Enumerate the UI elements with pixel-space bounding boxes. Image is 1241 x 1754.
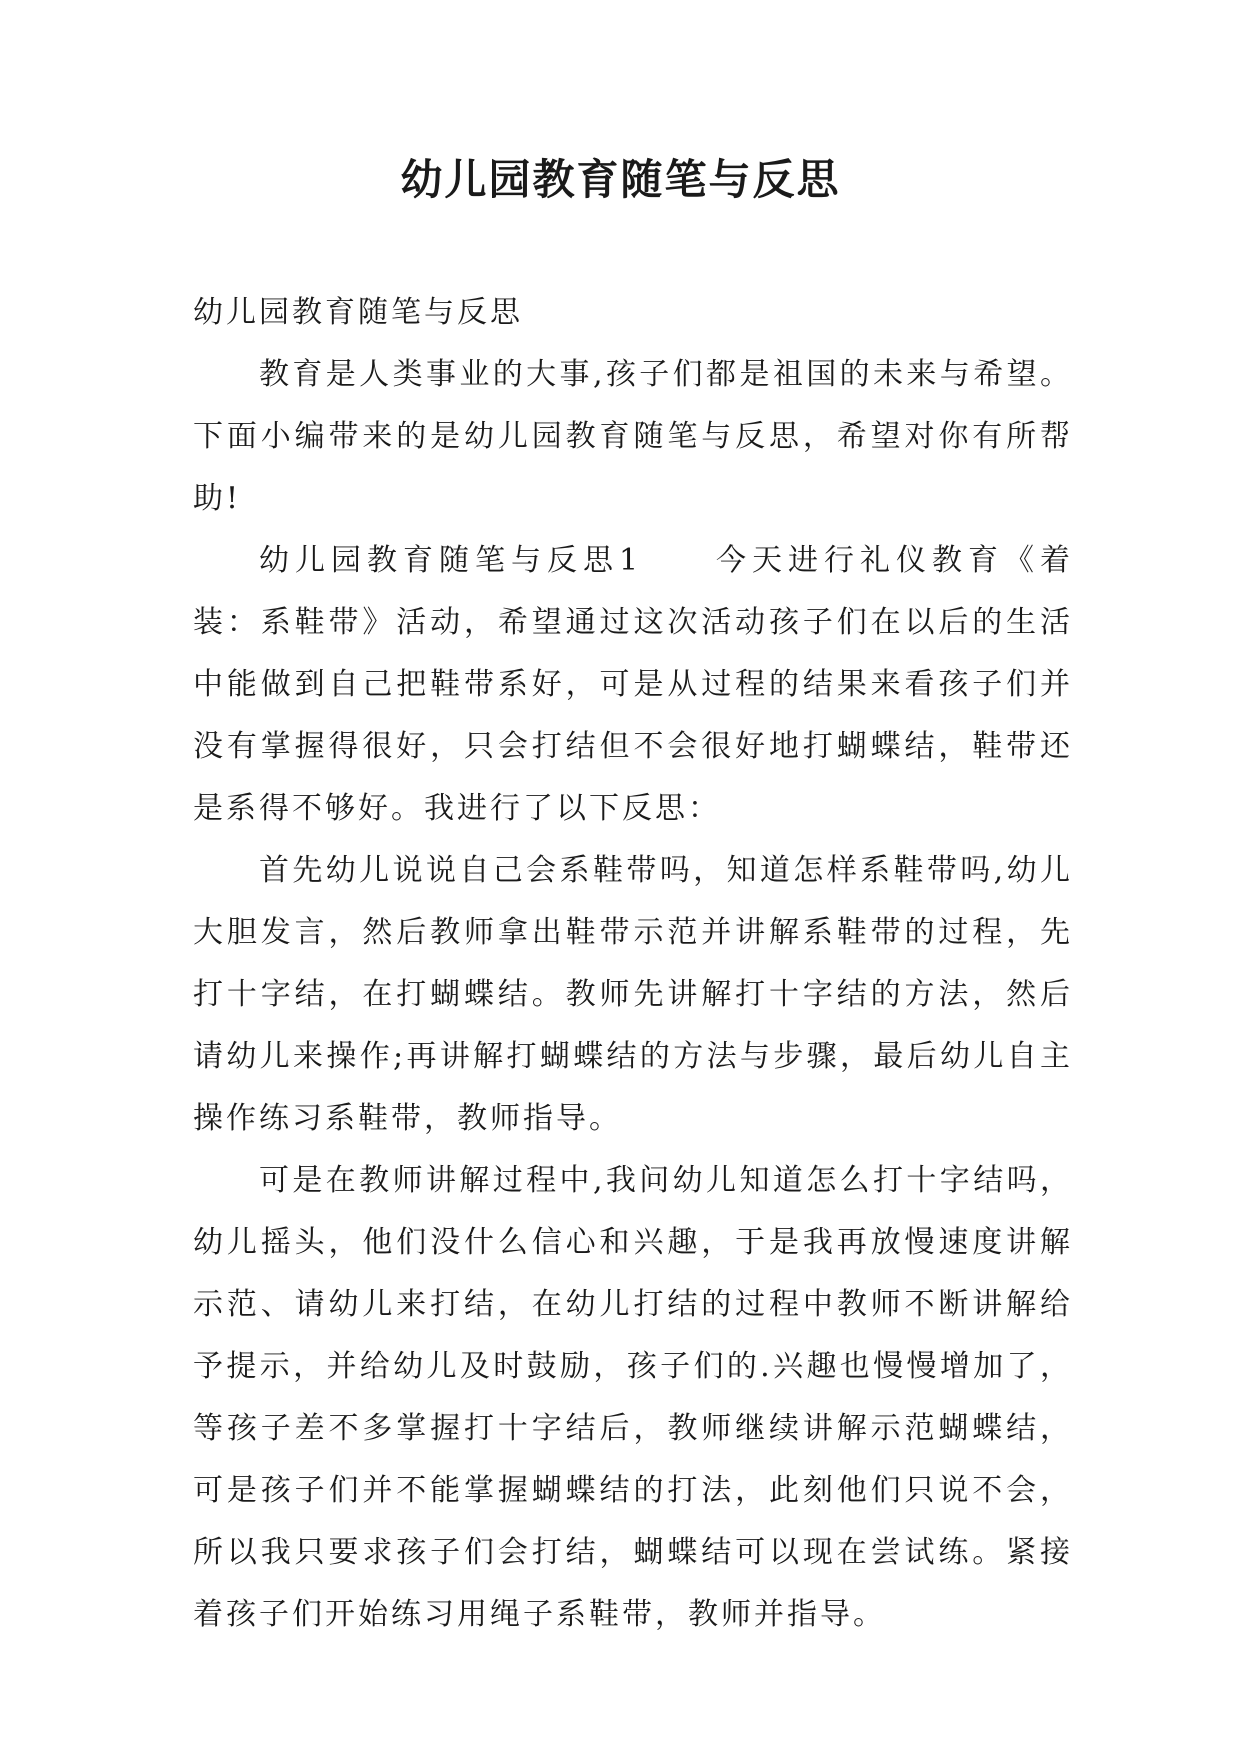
document-title: 幼儿园教育随笔与反思	[400, 155, 841, 204]
section-1-paragraph: 幼儿园教育随笔与反思1 今天进行礼仪教育《着装：系鞋带》活动，希望通过这次活动孩子们在以后的生活中能做到自己把鞋带系好，可是从过程的结果来看孩子们并没有掌握得很好，只会打结但不会很好地打蝴蝶结，鞋带还是系得不够好。我进行了以下反思：	[193, 543, 1073, 826]
reflection-paragraph-1: 首先幼儿说说自己会系鞋带吗，知道怎样系鞋带吗,幼儿大胆发言，然后教师拿出鞋带示范并讲解系鞋带的过程，先打十字结，在打蝴蝶结。教师先讲解打十字结的方法，然后请幼儿来操作;再讲解打蝴蝶结的方法与步骤，最后幼儿自主操作练习系鞋带，教师指导。	[193, 853, 1073, 1136]
subtitle-paragraph: 幼儿园教育随笔与反思	[193, 295, 523, 330]
document-body	[193, 282, 1073, 1646]
intro-paragraph: 教育是人类事业的大事,孩子们都是祖国的未来与希望。下面小编带来的是幼儿园教育随笔与反思，希望对你有所帮助!	[193, 357, 1073, 516]
reflection-paragraph-2: 可是在教师讲解过程中,我问幼儿知道怎么打十字结吗，幼儿摇头，他们没什么信心和兴趣，于是我再放慢速度讲解示范、请幼儿来打结，在幼儿打结的过程中教师不断讲解给予提示，并给幼儿及时鼓励，孩子们的.兴趣也慢慢增加了，等孩子差不多掌握打十字结后，教师继续讲解示范蝴蝶结，可是孩子们并不能掌握蝴蝶结的打法，此刻他们只说不会，所以我只要求孩子们会打结，蝴蝶结可以现在尝试练。紧接着孩子们开始练习用绳子系鞋带，教师并指导。	[193, 1163, 1073, 1632]
